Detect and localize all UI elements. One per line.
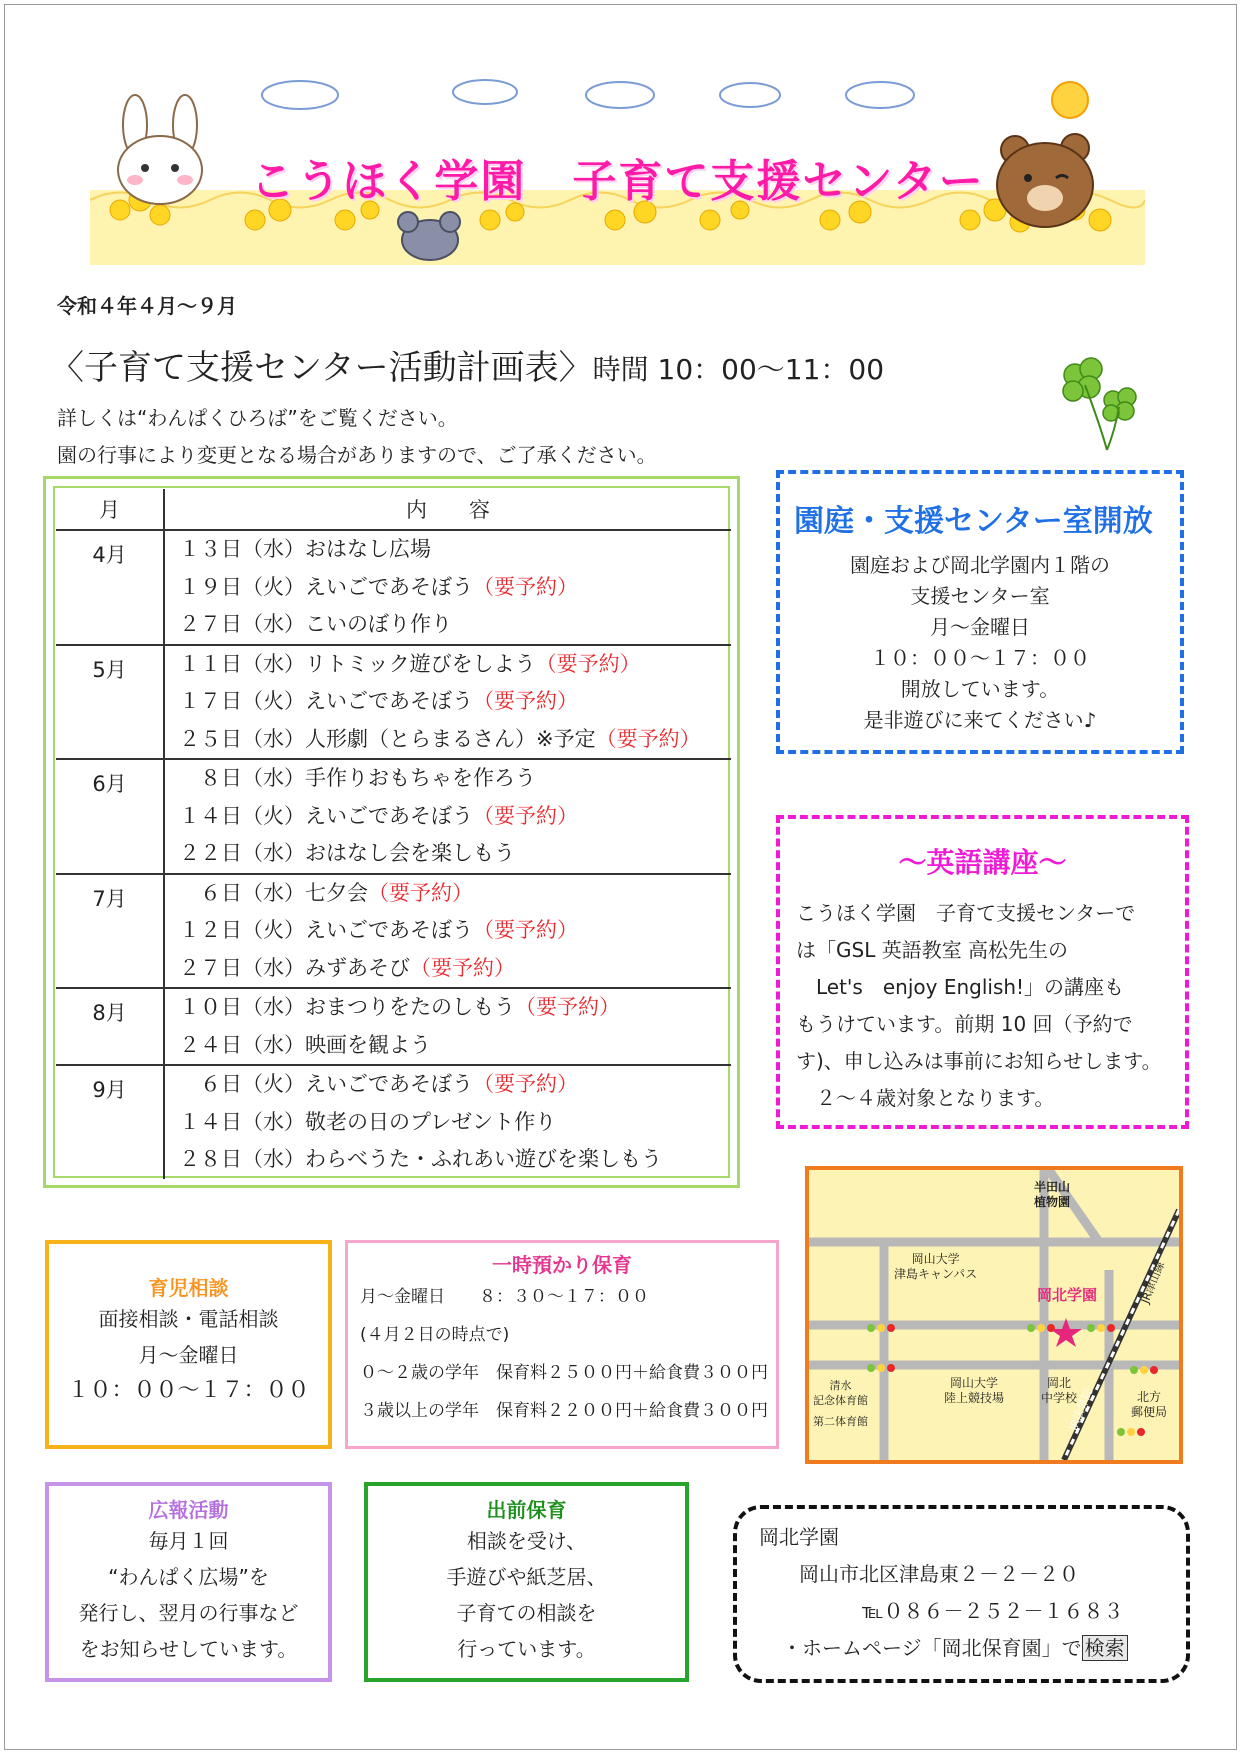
map-label-post-office: 北方 郵便局 [1131,1390,1168,1419]
schedule-event-text: １２日（火）えいごであそぼう [179,918,473,942]
map-label-school: 岡北学園 [1037,1286,1098,1304]
reservation-required-label: （要予約） [473,1072,578,1096]
schedule-event-text: ２７日（水）みずあそび [179,955,410,980]
temporary-care-line: 月～金曜日 ８：３０～１７：００ [360,1287,649,1307]
counsel-box [45,1240,332,1449]
schedule-events-cell [164,988,731,1065]
schedule-event [165,1027,731,1065]
pr-box [45,1482,332,1682]
english-course-title: ～英語講座～ [898,846,1067,879]
schedule-event-text: ２４日（水）映画を観よう [179,1032,431,1057]
english-line: ２～４歳対象となります。 [796,1086,1055,1110]
reservation-required-label: （要予約） [515,995,620,1019]
schedule-header-row [56,489,731,530]
schedule-event-text: ２２日（水）おはなし会を楽しもう [179,841,515,865]
pr-line: 発行し、翌月の行事など [78,1601,299,1625]
temporary-care-line: ３歳以上の学年 保育料２２００円＋給食費３００円 [360,1401,768,1421]
header-banner [90,70,1145,265]
contact-web-text: ・ホームページ「岡北保育園」で [782,1636,1082,1660]
note-line-1: 詳しくは“わんぱくひろば”をご覧ください。 [57,406,458,430]
counsel-line: 面接相談・電話相談 [98,1307,279,1331]
counsel-line: 月～金曜日 [138,1343,239,1367]
schedule-event [165,835,731,873]
open-room-line: １０：００～１７：００ [870,646,1090,670]
english-line: こうほく学園 子育て支援センターで [796,901,1136,925]
schedule-event-text: ２７日（水）こいのぼり作り [179,612,452,636]
schedule-events-cell [164,874,731,989]
period-label: 令和４年４月～９月 [57,294,237,318]
schedule-event [165,760,731,798]
map-label-stadium: 岡山大学 陸上競技場 [944,1376,1005,1405]
reservation-required-label: （要予約） [410,955,515,980]
schedule-month-row [56,759,731,874]
schedule-event-text: １３日（水）おはなし広場 [179,537,431,561]
schedule-event-text: １９日（火）えいごであそぼう [179,574,473,599]
schedule-event [165,1141,731,1179]
temporary-care-box [345,1240,779,1449]
english-line: もうけています。前期 10 回（予約で [796,1012,1133,1036]
schedule-events-cell [164,759,731,874]
map-label-university: 岡山大学 津島キャンパス [894,1252,978,1281]
clover-icon [1055,355,1140,455]
plan-title-text: 〈子育て支援センター活動計画表〉 [50,348,593,388]
pr-title: 広報活動 [148,1498,229,1522]
access-map [805,1166,1183,1464]
open-room-line: 是非遊びに来てください♪ [863,708,1097,732]
map-label-jr-station: JR法界院 [1066,1386,1096,1433]
schedule-event-text: １１日（水）リトミック遊びをしよう [179,651,536,676]
schedule-event [165,875,731,913]
schedule-month-cell: 6月 [56,759,164,874]
schedule-event [165,683,731,721]
banner-title: こうほく学園 子育て支援センター [250,156,985,207]
pr-line: をお知らせしています。 [79,1637,298,1661]
outreach-line: 手遊びや紙芝居、 [446,1565,607,1589]
schedule-events-cell [164,1065,731,1179]
schedule-event [165,912,731,950]
english-line: Let's enjoy English!」の講座も [796,975,1125,999]
pr-line: 毎月１回 [148,1529,229,1553]
reservation-required-label: （要予約） [368,880,473,905]
schedule-month-row [56,530,731,645]
open-room-box [776,470,1184,754]
schedule-event [165,721,731,759]
reservation-required-label: （要予約） [473,803,578,828]
reservation-required-label: （要予約） [535,651,641,676]
schedule-events-cell [164,645,731,760]
counsel-line: １０：００～１７：００ [67,1378,310,1403]
schedule-event [165,989,731,1027]
contact-name: 岡北学園 [759,1525,839,1549]
open-room-line: 月～金曜日 [930,615,1030,639]
schedule-event [165,606,731,644]
content-column-header: 内 容 [164,489,731,530]
reservation-required-label: （要予約） [473,574,578,599]
english-course-box [776,815,1189,1129]
month-column-header: 月 [56,489,164,530]
search-box-label: 検索 [1082,1635,1128,1661]
note-line-2: 園の行事により変更となる場合がありますので、ご了承ください。 [57,443,657,467]
outreach-line: 子育ての相談を [456,1601,597,1625]
schedule-event-text: ６日（水）七夕会 [179,880,368,905]
schedule-month-cell: 9月 [56,1065,164,1179]
outreach-box [364,1482,689,1682]
outreach-title: 出前保育 [486,1498,567,1522]
schedule-event-text: ８日（水）手作りおもちゃを作ろう [179,766,536,790]
schedule-event-text: １７日（火）えいごであそぼう [179,689,473,713]
schedule-event-text: ６日（火）えいごであそぼう [179,1072,473,1096]
reservation-required-label: （要予約） [473,918,578,942]
temporary-care-line: ０～２歳の学年 保育料２５００円＋給食費３００円 [360,1363,768,1383]
schedule-month-cell: 8月 [56,988,164,1065]
outreach-line: 行っています。 [457,1637,596,1661]
schedule-frame [43,476,740,1188]
map-label-jr-tsuyama: JR津山線 [1138,1259,1168,1306]
schedule-month-row [56,645,731,760]
pr-line: “わんぱく広場”を [108,1565,269,1589]
plan-title [50,340,884,389]
sun-icon [1052,82,1088,118]
schedule-event-text: １４日（水）敬老の日のプレゼント作り [179,1109,557,1134]
map-label-gym1: 清水 記念体育館 [813,1379,868,1407]
contact-box [733,1505,1190,1683]
schedule-month-cell: 4月 [56,530,164,645]
temporary-care-title: 一時預かり保育 [492,1253,632,1277]
outreach-line: 相談を受け、 [466,1529,587,1553]
schedule-event-text: ２８日（水）わらべうた・ふれあい遊びを楽しもう [179,1147,662,1171]
english-line: す)、申し込みは事前にお知らせします。 [796,1049,1162,1073]
open-room-title: 園庭・支援センター室開放 [794,504,1153,539]
schedule-month-row [56,1065,731,1179]
schedule-month-row [56,874,731,989]
mouse-icon [398,212,460,260]
schedule-event [165,569,731,607]
map-label-garden: 半田山 植物園 [1034,1180,1071,1209]
schedule-event [165,798,731,836]
schedule-event [165,950,731,988]
open-room-line: 開放しています。 [900,677,1060,701]
counsel-title: 育児相談 [148,1276,229,1300]
open-room-line: 園庭および岡北学園内１階の [850,553,1110,577]
map-label-gym2: 第二体育館 [813,1415,868,1428]
temporary-care-line: (４月２日の時点で) [360,1325,510,1345]
contact-tel: ℡０８６－２５２－１６８３ [862,1599,1124,1623]
schedule-event-text: １０日（水）おまつりをたのしもう [179,995,515,1019]
schedule-event [165,1066,731,1104]
schedule-event-text: ２５日（水）人形劇（とらまるさん）※予定 [179,726,596,751]
contact-web [737,1630,1186,1667]
reservation-required-label: （要予約） [595,726,701,751]
schedule-event [165,1104,731,1142]
schedule-month-row [56,988,731,1065]
schedule-event [165,646,731,684]
english-line: は「GSL 英語教室 高松先生の [796,938,1069,962]
schedule-event-text: １４日（火）えいごであそぼう [179,803,473,828]
schedule-month-cell: 7月 [56,874,164,989]
map-label-junior-high: 岡北 中学校 [1041,1376,1078,1405]
schedule-event [165,531,731,569]
open-room-line: 支援センター室 [910,584,1050,608]
schedule-events-cell [164,530,731,645]
schedule-table [56,489,731,1179]
reservation-required-label: （要予約） [473,689,578,713]
contact-address: 岡山市北区津島東２－２－２０ [799,1562,1079,1586]
plan-time: 時間 10：00～11：00 [592,353,885,386]
schedule-month-cell: 5月 [56,645,164,760]
